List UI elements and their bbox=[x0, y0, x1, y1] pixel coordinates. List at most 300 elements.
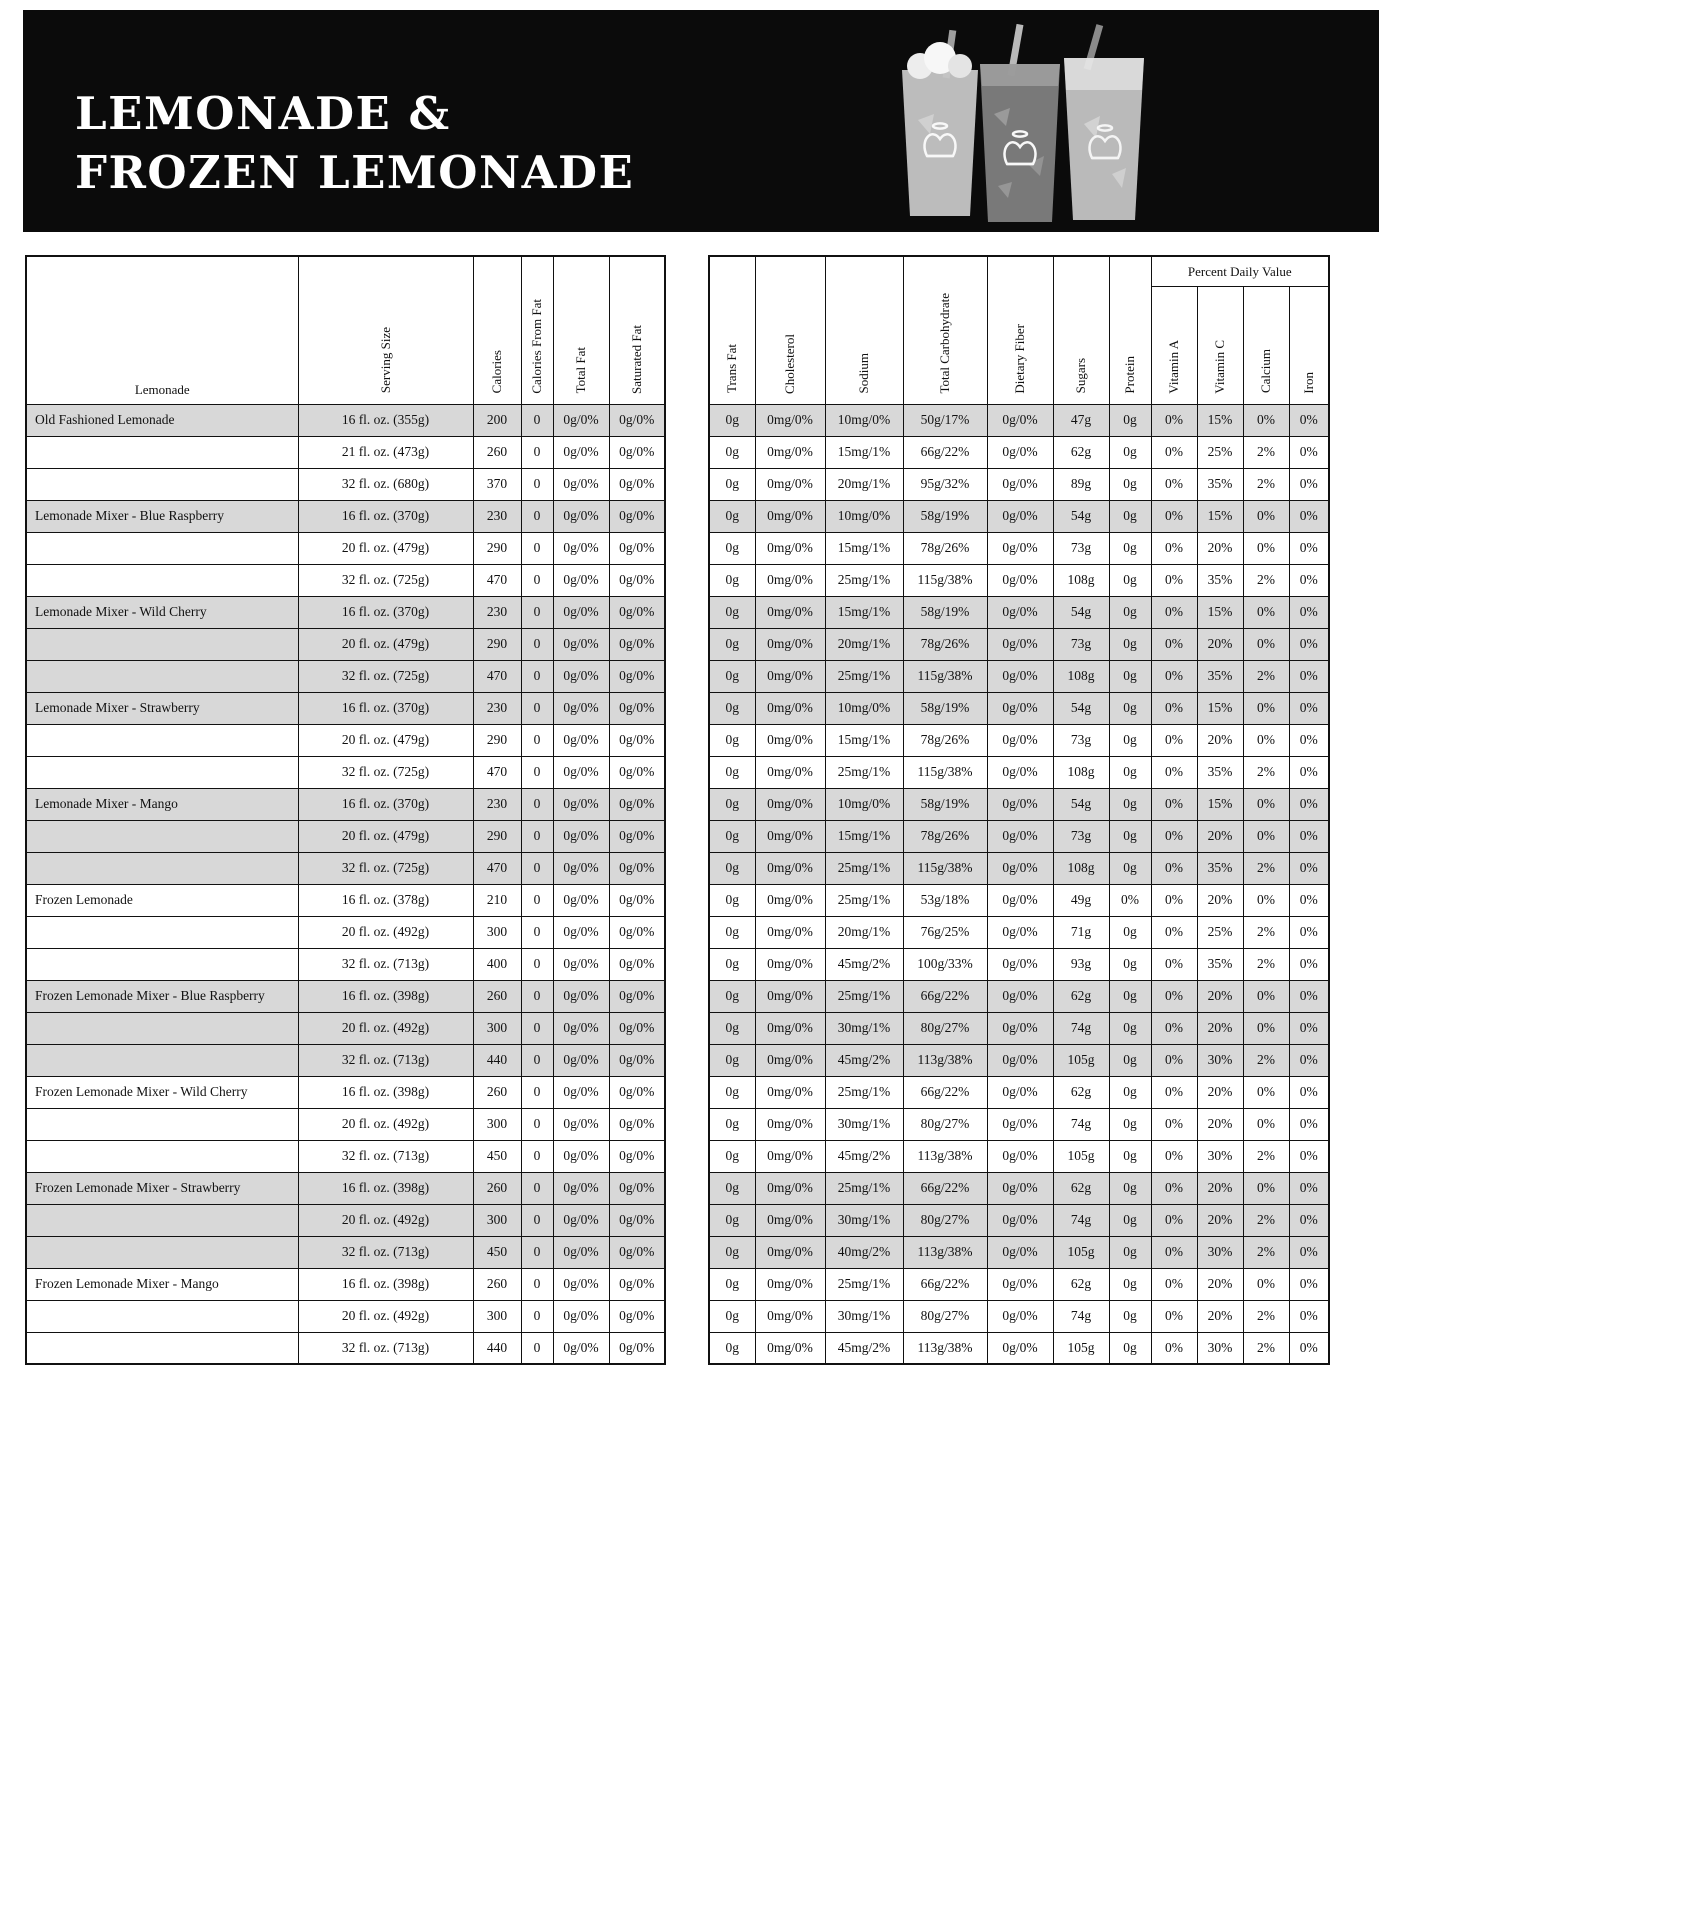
cholesterol: 0mg/0% bbox=[755, 820, 825, 852]
table-row bbox=[26, 1236, 665, 1268]
calories: 370 bbox=[473, 468, 521, 500]
product-name bbox=[26, 1108, 298, 1140]
calories-from-fat: 0 bbox=[521, 1076, 553, 1108]
table-row bbox=[709, 436, 1329, 468]
calories-from-fat: 0 bbox=[521, 692, 553, 724]
total-carbohydrate: 80g/27% bbox=[903, 1012, 987, 1044]
trans-fat: 0g bbox=[709, 404, 755, 436]
iron: 0% bbox=[1289, 1332, 1329, 1364]
saturated-fat: 0g/0% bbox=[609, 436, 665, 468]
saturated-fat: 0g/0% bbox=[609, 884, 665, 916]
vitamin-a: 0% bbox=[1151, 724, 1197, 756]
vitamin-c: 20% bbox=[1197, 1076, 1243, 1108]
saturated-fat: 0g/0% bbox=[609, 1172, 665, 1204]
total-fat: 0g/0% bbox=[553, 1332, 609, 1364]
vitamin-a: 0% bbox=[1151, 852, 1197, 884]
vitamin-c: 30% bbox=[1197, 1332, 1243, 1364]
sugars: 73g bbox=[1053, 628, 1109, 660]
table-row bbox=[26, 1204, 665, 1236]
protein: 0g bbox=[1109, 436, 1151, 468]
total-carbohydrate: 76g/25% bbox=[903, 916, 987, 948]
column-header-protein: Protein bbox=[1109, 256, 1151, 404]
calcium: 2% bbox=[1243, 468, 1289, 500]
calories-from-fat: 0 bbox=[521, 1332, 553, 1364]
calories: 470 bbox=[473, 756, 521, 788]
iron: 0% bbox=[1289, 500, 1329, 532]
cholesterol: 0mg/0% bbox=[755, 596, 825, 628]
calcium: 0% bbox=[1243, 1268, 1289, 1300]
calories-from-fat: 0 bbox=[521, 724, 553, 756]
dietary-fiber: 0g/0% bbox=[987, 916, 1053, 948]
saturated-fat: 0g/0% bbox=[609, 564, 665, 596]
table-row bbox=[709, 1044, 1329, 1076]
serving-size: 32 fl. oz. (713g) bbox=[298, 1140, 473, 1172]
total-carbohydrate: 66g/22% bbox=[903, 436, 987, 468]
vitamin-a: 0% bbox=[1151, 532, 1197, 564]
trans-fat: 0g bbox=[709, 1172, 755, 1204]
calcium: 0% bbox=[1243, 980, 1289, 1012]
vitamin-a: 0% bbox=[1151, 1012, 1197, 1044]
product-name: Frozen Lemonade Mixer - Blue Raspberry bbox=[26, 980, 298, 1012]
table-row bbox=[709, 1300, 1329, 1332]
iron: 0% bbox=[1289, 564, 1329, 596]
sugars: 108g bbox=[1053, 756, 1109, 788]
trans-fat: 0g bbox=[709, 884, 755, 916]
iron: 0% bbox=[1289, 436, 1329, 468]
sugars: 54g bbox=[1053, 596, 1109, 628]
table-row bbox=[26, 404, 665, 436]
calcium: 2% bbox=[1243, 948, 1289, 980]
sodium: 30mg/1% bbox=[825, 1012, 903, 1044]
dietary-fiber: 0g/0% bbox=[987, 404, 1053, 436]
serving-size: 32 fl. oz. (725g) bbox=[298, 660, 473, 692]
saturated-fat: 0g/0% bbox=[609, 820, 665, 852]
vitamin-a: 0% bbox=[1151, 692, 1197, 724]
vitamin-a: 0% bbox=[1151, 660, 1197, 692]
calories-from-fat: 0 bbox=[521, 1268, 553, 1300]
vitamin-c: 15% bbox=[1197, 500, 1243, 532]
table-row bbox=[26, 692, 665, 724]
table-row bbox=[709, 628, 1329, 660]
table-row bbox=[26, 628, 665, 660]
trans-fat: 0g bbox=[709, 820, 755, 852]
cholesterol: 0mg/0% bbox=[755, 916, 825, 948]
table-row bbox=[709, 980, 1329, 1012]
dietary-fiber: 0g/0% bbox=[987, 628, 1053, 660]
table-row bbox=[26, 756, 665, 788]
sodium: 20mg/1% bbox=[825, 468, 903, 500]
trans-fat: 0g bbox=[709, 1140, 755, 1172]
table-row bbox=[709, 1012, 1329, 1044]
saturated-fat: 0g/0% bbox=[609, 1076, 665, 1108]
saturated-fat: 0g/0% bbox=[609, 1204, 665, 1236]
saturated-fat: 0g/0% bbox=[609, 660, 665, 692]
vitamin-c: 30% bbox=[1197, 1140, 1243, 1172]
dietary-fiber: 0g/0% bbox=[987, 948, 1053, 980]
vitamin-a: 0% bbox=[1151, 468, 1197, 500]
vitamin-a: 0% bbox=[1151, 1108, 1197, 1140]
vitamin-c: 20% bbox=[1197, 1012, 1243, 1044]
vitamin-a: 0% bbox=[1151, 1044, 1197, 1076]
total-fat: 0g/0% bbox=[553, 884, 609, 916]
vitamin-c: 25% bbox=[1197, 436, 1243, 468]
table-row bbox=[26, 948, 665, 980]
trans-fat: 0g bbox=[709, 1044, 755, 1076]
column-header-serving-size: Serving Size bbox=[298, 256, 473, 404]
serving-size: 32 fl. oz. (713g) bbox=[298, 1236, 473, 1268]
calcium: 2% bbox=[1243, 1044, 1289, 1076]
total-carbohydrate: 113g/38% bbox=[903, 1044, 987, 1076]
calories-from-fat: 0 bbox=[521, 1204, 553, 1236]
sodium: 30mg/1% bbox=[825, 1204, 903, 1236]
table-row bbox=[709, 564, 1329, 596]
product-name bbox=[26, 724, 298, 756]
product-name bbox=[26, 1044, 298, 1076]
trans-fat: 0g bbox=[709, 564, 755, 596]
table-row bbox=[709, 1332, 1329, 1364]
page-title-line1: LEMONADE & bbox=[75, 87, 451, 140]
total-fat: 0g/0% bbox=[553, 1300, 609, 1332]
sodium: 25mg/1% bbox=[825, 1172, 903, 1204]
product-name: Lemonade Mixer - Wild Cherry bbox=[26, 596, 298, 628]
total-fat: 0g/0% bbox=[553, 692, 609, 724]
cholesterol: 0mg/0% bbox=[755, 1012, 825, 1044]
total-fat: 0g/0% bbox=[553, 1044, 609, 1076]
column-header-cholesterol: Cholesterol bbox=[755, 256, 825, 404]
sodium: 25mg/1% bbox=[825, 756, 903, 788]
table-row bbox=[709, 532, 1329, 564]
total-carbohydrate: 115g/38% bbox=[903, 852, 987, 884]
dietary-fiber: 0g/0% bbox=[987, 564, 1053, 596]
table-row bbox=[26, 1012, 665, 1044]
sugars: 108g bbox=[1053, 660, 1109, 692]
serving-size: 32 fl. oz. (713g) bbox=[298, 1332, 473, 1364]
total-carbohydrate: 115g/38% bbox=[903, 564, 987, 596]
total-carbohydrate: 78g/26% bbox=[903, 820, 987, 852]
total-carbohydrate: 66g/22% bbox=[903, 1076, 987, 1108]
sugars: 93g bbox=[1053, 948, 1109, 980]
vitamin-a: 0% bbox=[1151, 1172, 1197, 1204]
calcium: 0% bbox=[1243, 820, 1289, 852]
product-name bbox=[26, 628, 298, 660]
total-carbohydrate: 66g/22% bbox=[903, 1268, 987, 1300]
calories: 300 bbox=[473, 916, 521, 948]
table-row bbox=[26, 916, 665, 948]
product-name bbox=[26, 852, 298, 884]
nutrition-tables bbox=[25, 255, 1330, 1365]
total-carbohydrate: 115g/38% bbox=[903, 756, 987, 788]
table-row bbox=[26, 1172, 665, 1204]
table-row bbox=[709, 468, 1329, 500]
calcium: 0% bbox=[1243, 1076, 1289, 1108]
iron: 0% bbox=[1289, 532, 1329, 564]
sugars: 62g bbox=[1053, 436, 1109, 468]
vitamin-c: 20% bbox=[1197, 1300, 1243, 1332]
product-name bbox=[26, 468, 298, 500]
dietary-fiber: 0g/0% bbox=[987, 724, 1053, 756]
trans-fat: 0g bbox=[709, 916, 755, 948]
vitamin-a: 0% bbox=[1151, 564, 1197, 596]
protein: 0g bbox=[1109, 1268, 1151, 1300]
trans-fat: 0g bbox=[709, 660, 755, 692]
calories-from-fat: 0 bbox=[521, 1236, 553, 1268]
sodium: 20mg/1% bbox=[825, 916, 903, 948]
iron: 0% bbox=[1289, 692, 1329, 724]
calcium: 0% bbox=[1243, 1012, 1289, 1044]
dietary-fiber: 0g/0% bbox=[987, 1236, 1053, 1268]
serving-size: 20 fl. oz. (492g) bbox=[298, 1108, 473, 1140]
vitamin-a: 0% bbox=[1151, 756, 1197, 788]
table-row bbox=[709, 884, 1329, 916]
cholesterol: 0mg/0% bbox=[755, 1108, 825, 1140]
dietary-fiber: 0g/0% bbox=[987, 980, 1053, 1012]
sodium: 10mg/0% bbox=[825, 788, 903, 820]
total-carbohydrate: 50g/17% bbox=[903, 404, 987, 436]
saturated-fat: 0g/0% bbox=[609, 404, 665, 436]
column-header-sugars: Sugars bbox=[1053, 256, 1109, 404]
column-header-calories: Calories bbox=[473, 256, 521, 404]
calories: 300 bbox=[473, 1300, 521, 1332]
vitamin-a: 0% bbox=[1151, 628, 1197, 660]
total-fat: 0g/0% bbox=[553, 404, 609, 436]
dietary-fiber: 0g/0% bbox=[987, 1300, 1053, 1332]
iron: 0% bbox=[1289, 1108, 1329, 1140]
protein: 0g bbox=[1109, 1108, 1151, 1140]
total-carbohydrate: 78g/26% bbox=[903, 628, 987, 660]
product-name: Old Fashioned Lemonade bbox=[26, 404, 298, 436]
product-name: Frozen Lemonade Mixer - Strawberry bbox=[26, 1172, 298, 1204]
product-name bbox=[26, 564, 298, 596]
dietary-fiber: 0g/0% bbox=[987, 436, 1053, 468]
total-fat: 0g/0% bbox=[553, 532, 609, 564]
calories: 290 bbox=[473, 628, 521, 660]
cholesterol: 0mg/0% bbox=[755, 1140, 825, 1172]
calories-from-fat: 0 bbox=[521, 660, 553, 692]
calcium: 0% bbox=[1243, 692, 1289, 724]
cholesterol: 0mg/0% bbox=[755, 500, 825, 532]
column-header-vitamin-c: Vitamin C bbox=[1197, 286, 1243, 404]
header-banner bbox=[23, 10, 1379, 232]
iron: 0% bbox=[1289, 724, 1329, 756]
protein: 0g bbox=[1109, 788, 1151, 820]
total-carbohydrate: 80g/27% bbox=[903, 1300, 987, 1332]
table-row bbox=[709, 1268, 1329, 1300]
saturated-fat: 0g/0% bbox=[609, 1332, 665, 1364]
serving-size: 32 fl. oz. (680g) bbox=[298, 468, 473, 500]
total-carbohydrate: 78g/26% bbox=[903, 532, 987, 564]
dietary-fiber: 0g/0% bbox=[987, 532, 1053, 564]
trans-fat: 0g bbox=[709, 692, 755, 724]
dietary-fiber: 0g/0% bbox=[987, 1332, 1053, 1364]
sugars: 105g bbox=[1053, 1140, 1109, 1172]
vitamin-c: 15% bbox=[1197, 596, 1243, 628]
table-row bbox=[709, 820, 1329, 852]
total-carbohydrate: 80g/27% bbox=[903, 1204, 987, 1236]
total-fat: 0g/0% bbox=[553, 756, 609, 788]
column-header-calcium: Calcium bbox=[1243, 286, 1289, 404]
total-carbohydrate: 113g/38% bbox=[903, 1332, 987, 1364]
dietary-fiber: 0g/0% bbox=[987, 756, 1053, 788]
calories-from-fat: 0 bbox=[521, 532, 553, 564]
sugars: 74g bbox=[1053, 1204, 1109, 1236]
product-name bbox=[26, 1236, 298, 1268]
trans-fat: 0g bbox=[709, 1236, 755, 1268]
serving-size: 20 fl. oz. (492g) bbox=[298, 1204, 473, 1236]
calories: 260 bbox=[473, 436, 521, 468]
cholesterol: 0mg/0% bbox=[755, 756, 825, 788]
sodium: 10mg/0% bbox=[825, 500, 903, 532]
product-name bbox=[26, 532, 298, 564]
table-row bbox=[26, 788, 665, 820]
dietary-fiber: 0g/0% bbox=[987, 852, 1053, 884]
serving-size: 16 fl. oz. (398g) bbox=[298, 1076, 473, 1108]
sodium: 25mg/1% bbox=[825, 660, 903, 692]
vitamin-a: 0% bbox=[1151, 820, 1197, 852]
trans-fat: 0g bbox=[709, 1268, 755, 1300]
saturated-fat: 0g/0% bbox=[609, 1268, 665, 1300]
sodium: 40mg/2% bbox=[825, 1236, 903, 1268]
iron: 0% bbox=[1289, 1300, 1329, 1332]
vitamin-a: 0% bbox=[1151, 1300, 1197, 1332]
table-row bbox=[26, 820, 665, 852]
cholesterol: 0mg/0% bbox=[755, 852, 825, 884]
table-row bbox=[709, 1076, 1329, 1108]
lemonade-cups-image bbox=[894, 24, 1164, 230]
product-name bbox=[26, 820, 298, 852]
cholesterol: 0mg/0% bbox=[755, 564, 825, 596]
saturated-fat: 0g/0% bbox=[609, 1236, 665, 1268]
serving-size: 16 fl. oz. (370g) bbox=[298, 500, 473, 532]
total-fat: 0g/0% bbox=[553, 1268, 609, 1300]
calcium: 0% bbox=[1243, 1172, 1289, 1204]
dietary-fiber: 0g/0% bbox=[987, 884, 1053, 916]
vitamin-a: 0% bbox=[1151, 980, 1197, 1012]
calories: 440 bbox=[473, 1332, 521, 1364]
vitamin-c: 15% bbox=[1197, 692, 1243, 724]
serving-size: 20 fl. oz. (479g) bbox=[298, 724, 473, 756]
calories: 470 bbox=[473, 564, 521, 596]
dietary-fiber: 0g/0% bbox=[987, 692, 1053, 724]
saturated-fat: 0g/0% bbox=[609, 724, 665, 756]
sugars: 47g bbox=[1053, 404, 1109, 436]
column-header-sodium: Sodium bbox=[825, 256, 903, 404]
calories-from-fat: 0 bbox=[521, 564, 553, 596]
sodium: 10mg/0% bbox=[825, 692, 903, 724]
total-carbohydrate: 80g/27% bbox=[903, 1108, 987, 1140]
calories-from-fat: 0 bbox=[521, 1172, 553, 1204]
protein: 0g bbox=[1109, 468, 1151, 500]
table-row bbox=[709, 724, 1329, 756]
total-fat: 0g/0% bbox=[553, 436, 609, 468]
protein: 0g bbox=[1109, 948, 1151, 980]
calories: 290 bbox=[473, 820, 521, 852]
protein: 0g bbox=[1109, 852, 1151, 884]
product-name: Lemonade Mixer - Blue Raspberry bbox=[26, 500, 298, 532]
calories-from-fat: 0 bbox=[521, 1108, 553, 1140]
total-fat: 0g/0% bbox=[553, 596, 609, 628]
calories: 230 bbox=[473, 788, 521, 820]
cholesterol: 0mg/0% bbox=[755, 724, 825, 756]
protein: 0g bbox=[1109, 1300, 1151, 1332]
calories-from-fat: 0 bbox=[521, 948, 553, 980]
cholesterol: 0mg/0% bbox=[755, 1268, 825, 1300]
iron: 0% bbox=[1289, 1236, 1329, 1268]
dietary-fiber: 0g/0% bbox=[987, 1140, 1053, 1172]
sugars: 54g bbox=[1053, 500, 1109, 532]
vitamin-c: 20% bbox=[1197, 628, 1243, 660]
column-group-percent-daily-value: Percent Daily Value bbox=[1151, 256, 1329, 286]
table-row bbox=[709, 1172, 1329, 1204]
total-fat: 0g/0% bbox=[553, 1108, 609, 1140]
dietary-fiber: 0g/0% bbox=[987, 1204, 1053, 1236]
sodium: 15mg/1% bbox=[825, 596, 903, 628]
sodium: 25mg/1% bbox=[825, 564, 903, 596]
iron: 0% bbox=[1289, 852, 1329, 884]
protein: 0g bbox=[1109, 1236, 1151, 1268]
vitamin-a: 0% bbox=[1151, 1236, 1197, 1268]
left-table-body bbox=[26, 404, 665, 1364]
vitamin-a: 0% bbox=[1151, 884, 1197, 916]
sugars: 73g bbox=[1053, 724, 1109, 756]
table-row bbox=[26, 500, 665, 532]
dietary-fiber: 0g/0% bbox=[987, 596, 1053, 628]
calories: 300 bbox=[473, 1204, 521, 1236]
saturated-fat: 0g/0% bbox=[609, 948, 665, 980]
sodium: 25mg/1% bbox=[825, 884, 903, 916]
vitamin-c: 20% bbox=[1197, 1172, 1243, 1204]
vitamin-c: 20% bbox=[1197, 1108, 1243, 1140]
calcium: 0% bbox=[1243, 500, 1289, 532]
calories-from-fat: 0 bbox=[521, 788, 553, 820]
iron: 0% bbox=[1289, 1140, 1329, 1172]
saturated-fat: 0g/0% bbox=[609, 1044, 665, 1076]
total-fat: 0g/0% bbox=[553, 500, 609, 532]
calcium: 2% bbox=[1243, 1300, 1289, 1332]
calories-from-fat: 0 bbox=[521, 1012, 553, 1044]
trans-fat: 0g bbox=[709, 532, 755, 564]
serving-size: 16 fl. oz. (370g) bbox=[298, 596, 473, 628]
table-row bbox=[26, 724, 665, 756]
dietary-fiber: 0g/0% bbox=[987, 1012, 1053, 1044]
calories: 290 bbox=[473, 532, 521, 564]
total-carbohydrate: 113g/38% bbox=[903, 1140, 987, 1172]
column-header-trans-fat: Trans Fat bbox=[709, 256, 755, 404]
calories-from-fat: 0 bbox=[521, 468, 553, 500]
total-carbohydrate: 53g/18% bbox=[903, 884, 987, 916]
table-row bbox=[709, 500, 1329, 532]
table-row bbox=[26, 1268, 665, 1300]
calcium: 0% bbox=[1243, 884, 1289, 916]
product-name: Frozen Lemonade Mixer - Mango bbox=[26, 1268, 298, 1300]
product-name: Lemonade Mixer - Strawberry bbox=[26, 692, 298, 724]
saturated-fat: 0g/0% bbox=[609, 1140, 665, 1172]
calories: 260 bbox=[473, 1172, 521, 1204]
protein: 0g bbox=[1109, 564, 1151, 596]
right-table-body bbox=[709, 404, 1329, 1364]
column-header-total-carbohydrate: Total Carbohydrate bbox=[903, 256, 987, 404]
total-fat: 0g/0% bbox=[553, 1172, 609, 1204]
saturated-fat: 0g/0% bbox=[609, 980, 665, 1012]
dietary-fiber: 0g/0% bbox=[987, 1076, 1053, 1108]
total-fat: 0g/0% bbox=[553, 1012, 609, 1044]
cholesterol: 0mg/0% bbox=[755, 1044, 825, 1076]
serving-size: 21 fl. oz. (473g) bbox=[298, 436, 473, 468]
vitamin-c: 35% bbox=[1197, 756, 1243, 788]
cholesterol: 0mg/0% bbox=[755, 1172, 825, 1204]
iron: 0% bbox=[1289, 916, 1329, 948]
calories: 260 bbox=[473, 1268, 521, 1300]
iron: 0% bbox=[1289, 1044, 1329, 1076]
